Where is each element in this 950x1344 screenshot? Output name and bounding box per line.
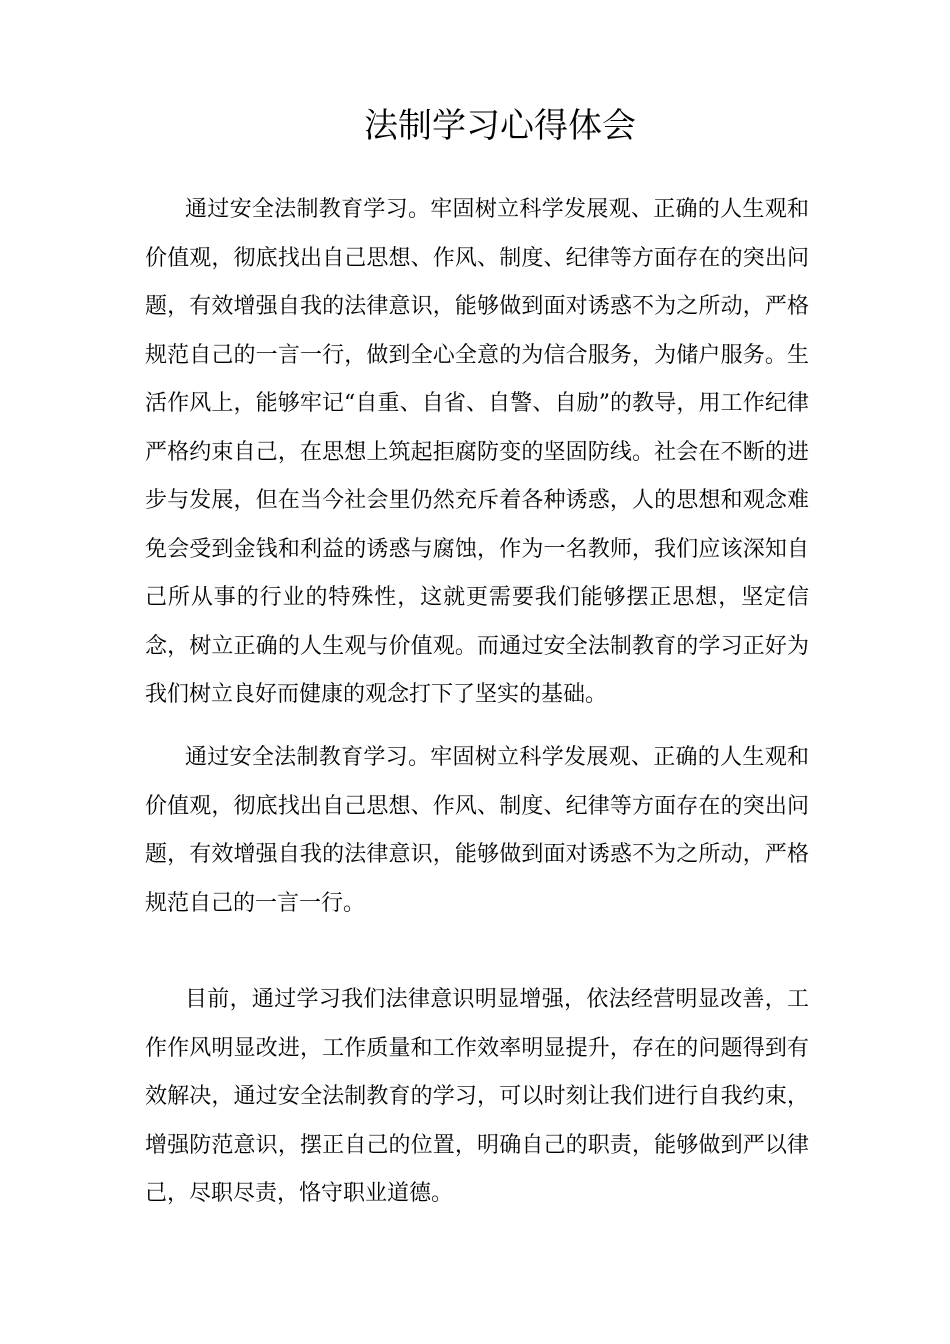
document-title: 法制学习心得体会 — [364, 106, 636, 146]
paragraph-2: 通过安全法制教育学习。牢固树立科学发展观、正确的人生观和价值观，彻底找出自己思想、作风、制度、纪律等方面存在的突出问题，有效增强自我的法律意识，能够做到面对诱惑不为之所动，严格规范自己的一言一行。 — [145, 745, 809, 916]
paragraph-3: 目前，通过学习我们法律意识明显增强，依法经营明显改善，工作作风明显改进，工作质量和工作效率明显提升，存在的问题得到有效解决，通过安全法制教育的学习，可以时刻让我们进行自我约束，增强防范意识，摆正自己的位置，明确自己的职责，能够做到严以律己，尽职尽责，恪守职业道德。 — [145, 987, 809, 1206]
paragraph-1: 通过安全法制教育学习。牢固树立科学发展观、正确的人生观和价值观，彻底找出自己思想、作风、制度、纪律等方面存在的突出问题，有效增强自我的法律意识，能够做到面对诱惑不为之所动，严格规范自己的一言一行，做到全心全意的为信合服务，为储户服务。生活作风上，能够牢记“自重、自省、自警、自励”的教导，用工作纪律严格约束自己，在思想上筑起拒腐防变的坚固防线。社会在不断的进步与发展，但在当今社会里仍然充斥着各种诱惑，人的思想和观念难免会受到金钱和利益的诱惑与腐蚀，作为一名教师，我们应该深知自己所从事的行业的特殊性，这就更需要我们能够摆正思想，坚定信念，树立正确的人生观与价值观。而通过安全法制教育的学习正好为我们树立良好而健康的观念打下了坚实的基础。 — [145, 197, 809, 707]
